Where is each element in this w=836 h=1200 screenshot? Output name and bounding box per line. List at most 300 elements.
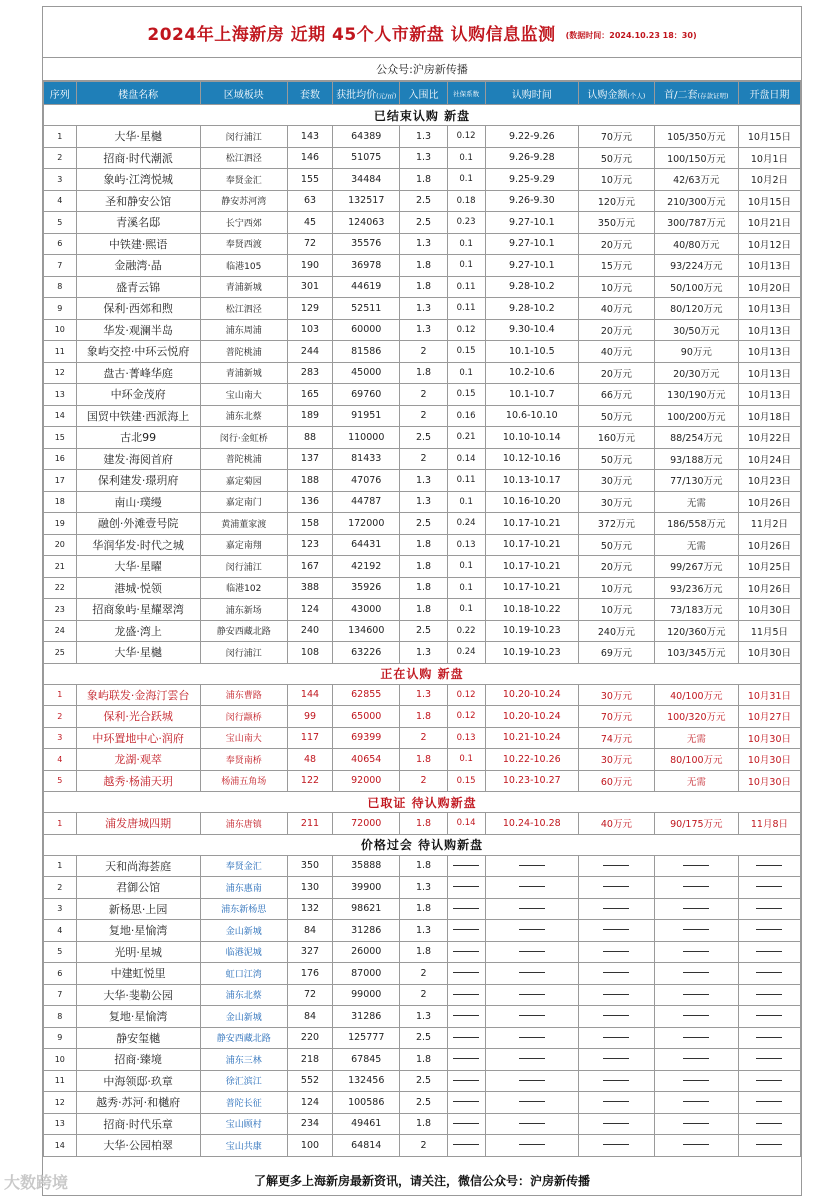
subscription-time: 9.22-9.26 [485,126,579,148]
unit-count: 155 [287,169,332,191]
project-name: 象屿·江湾悦城 [76,169,200,191]
subscription-time: 10.17-10.21 [485,513,579,535]
row-number: 5 [44,770,77,792]
open-date [738,984,800,1006]
section-header-row [44,105,801,126]
empty-dash [603,951,629,952]
table-row [44,470,801,492]
deposit-amount: 10万元 [579,169,655,191]
avg-price: 35576 [333,233,400,255]
district: 黄浦董家渡 [200,513,287,535]
open-date: 10月26日 [738,577,800,599]
district: 长宁西郊 [200,212,287,234]
social-coefficient [447,898,485,920]
row-number: 2 [44,147,77,169]
empty-dash [756,865,782,866]
empty-dash [453,972,479,973]
empty-dash [603,1037,629,1038]
avg-price: 67845 [333,1049,400,1071]
open-date [738,920,800,942]
empty-dash [603,865,629,866]
district: 临港105 [200,255,287,277]
open-date: 10月20日 [738,276,800,298]
deposit-proof [654,1006,738,1028]
row-number: 15 [44,427,77,449]
empty-dash [756,908,782,909]
deposit-proof: 300/787万元 [654,212,738,234]
unit-count: 72 [287,984,332,1006]
empty-dash [453,1080,479,1081]
section-title-ended: 已结束认购 新盘 [44,105,801,126]
deposit-label: 认购金额 [587,89,628,101]
social-coefficient [447,855,485,877]
district: 临港102 [200,577,287,599]
avg-price: 64431 [333,534,400,556]
subscription-time: 10.20-10.24 [485,706,579,728]
district: 奉贤金汇 [200,855,287,877]
empty-dash [519,865,545,866]
row-number: 11 [44,1070,77,1092]
report-sheet [42,6,802,1196]
open-date: 10月30日 [738,642,800,664]
empty-dash [453,994,479,995]
social-coefficient: 0.11 [447,298,485,320]
social-coefficient: 0.1 [447,169,485,191]
table-row [44,556,801,578]
empty-dash [756,1080,782,1081]
deposit-amount: 10万元 [579,599,655,621]
deposit-amount: 40万元 [579,341,655,363]
table-row [44,190,801,212]
row-number: 5 [44,212,77,234]
open-date [738,1135,800,1157]
section-title-ongoing: 正在认购 新盘 [44,663,801,684]
deposit-amount [579,1006,655,1028]
district: 闵行浦江 [200,556,287,578]
project-name: 融创·外滩壹号院 [76,513,200,535]
subtitle: 公众号:沪房新传播 [43,58,801,81]
empty-dash [519,1080,545,1081]
deposit-amount: 240万元 [579,620,655,642]
project-name: 保利·光合跃城 [76,706,200,728]
empty-dash [683,1144,709,1145]
avg-price: 65000 [333,706,400,728]
open-date: 10月23日 [738,470,800,492]
social-coefficient: 0.12 [447,126,485,148]
social-coefficient [447,920,485,942]
subscription-time [485,898,579,920]
avg-price: 64389 [333,126,400,148]
deposit-proof: 77/130万元 [654,470,738,492]
deposit-proof [654,1135,738,1157]
ratio: 2 [400,727,447,749]
subscription-time [485,1092,579,1114]
open-date: 11月8日 [738,813,800,835]
row-number: 18 [44,491,77,513]
deposit-proof: 42/63万元 [654,169,738,191]
table-row [44,1006,801,1028]
table-row [44,362,801,384]
subscription-time: 10.17-10.21 [485,556,579,578]
empty-dash [756,886,782,887]
empty-dash [603,994,629,995]
table-row [44,1027,801,1049]
subscription-time: 10.19-10.23 [485,642,579,664]
row-number: 7 [44,984,77,1006]
empty-dash [756,1058,782,1059]
project-name: 盘古·菁峰华庭 [76,362,200,384]
district: 浦东唐镇 [200,813,287,835]
open-date: 10月21日 [738,212,800,234]
empty-dash [756,1015,782,1016]
empty-dash [683,951,709,952]
deposit-amount: 160万元 [579,427,655,449]
table-row [44,599,801,621]
subscription-time: 9.26-9.28 [485,147,579,169]
table-row [44,255,801,277]
project-name: 国贸中铁建·西派海上 [76,405,200,427]
avg-price: 81586 [333,341,400,363]
social-coefficient: 0.1 [447,147,485,169]
district: 浦东三林 [200,1049,287,1071]
district: 宝山南大 [200,384,287,406]
table-row [44,448,801,470]
deposit-amount [579,984,655,1006]
ratio: 2 [400,405,447,427]
table-row [44,1135,801,1157]
empty-dash [603,1080,629,1081]
empty-dash [756,1123,782,1124]
open-date: 10月12日 [738,233,800,255]
deposit-amount: 60万元 [579,770,655,792]
deposit-proof: 186/558万元 [654,513,738,535]
avg-price: 134600 [333,620,400,642]
subscription-time: 10.1-10.7 [485,384,579,406]
table-row [44,298,801,320]
avg-price: 91951 [333,405,400,427]
ratio: 1.8 [400,1113,447,1135]
subscription-time: 9.27-10.1 [485,233,579,255]
ratio: 2.5 [400,620,447,642]
deposit-amount: 40万元 [579,298,655,320]
avg-price: 98621 [333,898,400,920]
deposit-amount: 20万元 [579,319,655,341]
district: 浦东新场 [200,599,287,621]
project-name: 港城·悦领 [76,577,200,599]
table-row [44,513,801,535]
social-coefficient: 0.1 [447,556,485,578]
row-number: 2 [44,706,77,728]
unit-count: 146 [287,147,332,169]
unit-count: 130 [287,877,332,899]
ongoing-section [44,663,801,792]
empty-dash [756,1101,782,1102]
district: 青浦新城 [200,362,287,384]
ratio: 1.3 [400,877,447,899]
project-name: 静安玺樾 [76,1027,200,1049]
unit-count: 84 [287,1006,332,1028]
social-coefficient [447,1135,485,1157]
deposit-proof [654,963,738,985]
deposit-amount: 69万元 [579,642,655,664]
project-name: 保利建发·璟玥府 [76,470,200,492]
social-coefficient: 0.1 [447,255,485,277]
avg-price: 35888 [333,855,400,877]
unit-count: 136 [287,491,332,513]
section-header-row [44,792,801,813]
social-coefficient: 0.21 [447,427,485,449]
table-row [44,1113,801,1135]
project-name: 南山·璞缦 [76,491,200,513]
district: 奉贤金汇 [200,169,287,191]
social-coefficient: 0.14 [447,813,485,835]
project-name: 中海领邸·玖章 [76,1070,200,1092]
open-date: 10月13日 [738,341,800,363]
ratio: 1.3 [400,470,447,492]
open-date [738,898,800,920]
deposit-amount [579,1049,655,1071]
open-date [738,963,800,985]
row-number: 12 [44,1092,77,1114]
deposit-amount: 20万元 [579,233,655,255]
empty-dash [519,1058,545,1059]
row-number: 4 [44,920,77,942]
deposit-amount [579,1027,655,1049]
deposit-proof: 73/183万元 [654,599,738,621]
district: 虹口江湾 [200,963,287,985]
ratio: 1.3 [400,642,447,664]
row-number: 8 [44,276,77,298]
district: 宝山南大 [200,727,287,749]
empty-dash [603,929,629,930]
ratio: 1.3 [400,126,447,148]
project-name: 新杨思·上园 [76,898,200,920]
empty-dash [603,1144,629,1145]
deposit-amount: 10万元 [579,276,655,298]
social-coefficient: 0.12 [447,706,485,728]
unit-count: 99 [287,706,332,728]
project-name: 保利·西郊和煦 [76,298,200,320]
table-row [44,147,801,169]
row-number: 9 [44,298,77,320]
avg-price: 172000 [333,513,400,535]
avg-price: 49461 [333,1113,400,1135]
listing-table [43,81,801,1157]
row-number: 24 [44,620,77,642]
table-row [44,770,801,792]
social-coefficient: 0.13 [447,534,485,556]
unit-count: 327 [287,941,332,963]
unit-count: 388 [287,577,332,599]
project-name: 招商·臻境 [76,1049,200,1071]
table-row [44,855,801,877]
empty-dash [519,1015,545,1016]
district: 嘉定菊园 [200,470,287,492]
deposit-proof: 20/30万元 [654,362,738,384]
deposit-unit: (个人) [627,91,646,100]
project-name: 招商·时代乐章 [76,1113,200,1135]
open-date: 10月30日 [738,749,800,771]
ratio: 1.8 [400,813,447,835]
unit-count: 211 [287,813,332,835]
empty-dash [519,972,545,973]
project-name: 越秀·杨浦天玥 [76,770,200,792]
section-header-row [44,834,801,855]
project-name: 圣和静安公馆 [76,190,200,212]
avg-price: 31286 [333,1006,400,1028]
row-number: 19 [44,513,77,535]
deposit-proof: 40/100万元 [654,684,738,706]
row-number: 1 [44,684,77,706]
deposit-amount: 70万元 [579,126,655,148]
empty-dash [453,886,479,887]
deposit-amount: 15万元 [579,255,655,277]
deposit-proof: 105/350万元 [654,126,738,148]
empty-dash [453,1101,479,1102]
row-number: 3 [44,898,77,920]
col-header-time: 认购时间 [485,82,579,105]
deposit-amount: 10万元 [579,577,655,599]
deposit-proof: 90万元 [654,341,738,363]
unit-count: 350 [287,855,332,877]
licensed-section [44,792,801,835]
row-number: 11 [44,341,77,363]
open-date: 10月22日 [738,427,800,449]
district: 静安苏河湾 [200,190,287,212]
row-number: 1 [44,126,77,148]
project-name: 中环金茂府 [76,384,200,406]
deposit-proof [654,984,738,1006]
unit-count: 234 [287,1113,332,1135]
row-number: 6 [44,963,77,985]
empty-dash [453,1058,479,1059]
subscription-time [485,877,579,899]
row-number: 5 [44,941,77,963]
deposit-proof [654,855,738,877]
row-number: 3 [44,169,77,191]
avg-price: 72000 [333,813,400,835]
data-timestamp: (数据时间：2024.10.23 18：30) [565,30,697,40]
deposit-proof: 103/345万元 [654,642,738,664]
social-coefficient [447,963,485,985]
table-row [44,1070,801,1092]
ratio: 2.5 [400,212,447,234]
district: 嘉定南翔 [200,534,287,556]
empty-dash [603,1101,629,1102]
table-row [44,684,801,706]
unit-count: 189 [287,405,332,427]
deposit-proof [654,941,738,963]
avg-price: 44787 [333,491,400,513]
ratio: 1.3 [400,491,447,513]
subscription-time: 10.10-10.14 [485,427,579,449]
row-number: 13 [44,1113,77,1135]
table-row [44,1092,801,1114]
ratio: 2 [400,341,447,363]
row-number: 14 [44,1135,77,1157]
project-name: 青溪名邸 [76,212,200,234]
avg-price: 51075 [333,147,400,169]
deposit-amount: 50万元 [579,405,655,427]
section-title-priced: 价格过会 待认购新盘 [44,834,801,855]
project-name: 大华·公园柏翠 [76,1135,200,1157]
row-number: 1 [44,855,77,877]
deposit-proof: 80/100万元 [654,749,738,771]
open-date: 10月15日 [738,126,800,148]
district: 浦东新杨思 [200,898,287,920]
unit-count: 100 [287,1135,332,1157]
empty-dash [453,1037,479,1038]
table-row [44,1049,801,1071]
deposit-amount [579,877,655,899]
ratio: 1.3 [400,233,447,255]
table-row [44,642,801,664]
deposit-amount: 20万元 [579,362,655,384]
district: 普陀桃浦 [200,448,287,470]
open-date: 10月26日 [738,491,800,513]
project-name: 中铁建·熙语 [76,233,200,255]
unit-count: 45 [287,212,332,234]
project-name: 盛青云锦 [76,276,200,298]
table-row [44,877,801,899]
ratio: 2.5 [400,190,447,212]
avg-price: 63226 [333,642,400,664]
col-header-deposit [579,82,655,105]
open-date: 10月25日 [738,556,800,578]
row-number: 21 [44,556,77,578]
deposit-amount: 50万元 [579,448,655,470]
project-name: 大华·星樾 [76,642,200,664]
project-name: 华发·观澜半岛 [76,319,200,341]
empty-dash [756,1144,782,1145]
empty-dash [756,951,782,952]
avg-price: 132517 [333,190,400,212]
deposit-proof [654,877,738,899]
project-name: 华润华发·时代之城 [76,534,200,556]
ratio: 2 [400,770,447,792]
section-header-row [44,663,801,684]
row-number: 17 [44,470,77,492]
district: 嘉定南门 [200,491,287,513]
district: 徐汇滨江 [200,1070,287,1092]
unit-count: 84 [287,920,332,942]
subscription-time [485,941,579,963]
row-number: 13 [44,384,77,406]
unit-count: 218 [287,1049,332,1071]
deposit-amount [579,1113,655,1135]
ratio: 1.8 [400,556,447,578]
deposit-proof: 93/188万元 [654,448,738,470]
ratio: 1.8 [400,706,447,728]
open-date: 11月5日 [738,620,800,642]
empty-dash [519,1144,545,1145]
social-coefficient [447,1049,485,1071]
avg-price: 64814 [333,1135,400,1157]
social-coefficient [447,1070,485,1092]
empty-dash [603,908,629,909]
deposit-proof: 93/236万元 [654,577,738,599]
district: 浦东曹路 [200,684,287,706]
district: 浦东北蔡 [200,405,287,427]
social-coefficient: 0.1 [447,577,485,599]
subscription-time: 10.1-10.5 [485,341,579,363]
social-coefficient: 0.23 [447,212,485,234]
watermark-logo: 大数跨境 [4,1173,69,1192]
unit-count: 48 [287,749,332,771]
avg-price: 31286 [333,920,400,942]
ratio: 1.3 [400,147,447,169]
district: 闵行浦江 [200,126,287,148]
